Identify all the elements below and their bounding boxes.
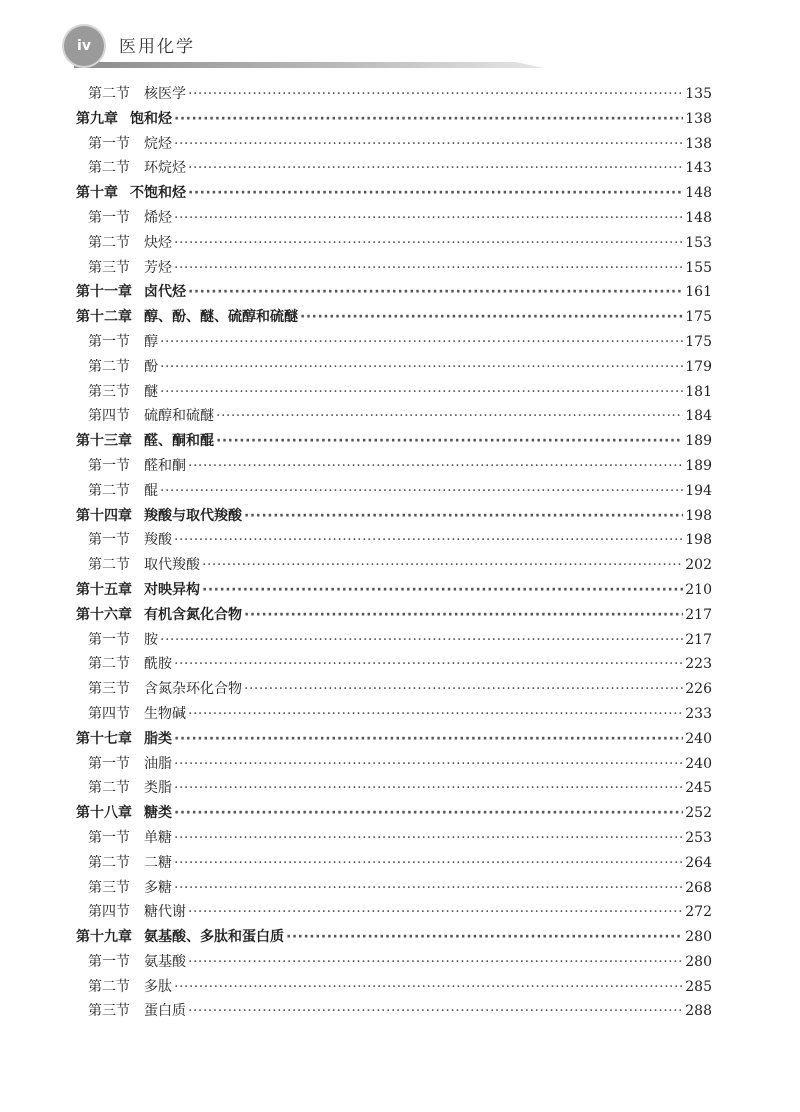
toc-entry-number: 第二节 <box>88 656 130 673</box>
header-rule <box>74 62 544 68</box>
toc-entry-title: 卤代烃 <box>144 284 186 301</box>
toc-entry-number: 第一节 <box>88 209 130 226</box>
toc-entry-page-number: 175 <box>685 333 712 350</box>
toc-entry-title: 油脂 <box>144 755 172 772</box>
toc-chapter-entry[interactable] <box>76 925 712 950</box>
dot-leader <box>244 677 683 702</box>
toc-entry-title: 二糖 <box>144 854 172 871</box>
toc-section-entry[interactable] <box>76 156 712 181</box>
toc-entry-title: 有机含氮化合物 <box>144 606 242 623</box>
toc-entry-page-number: 189 <box>685 457 712 474</box>
toc-entry-number: 第四节 <box>88 705 130 722</box>
toc-entry-title: 醚 <box>144 383 158 400</box>
toc-section-entry[interactable] <box>76 752 712 777</box>
toc-section-entry[interactable] <box>76 652 712 677</box>
toc-section-entry[interactable] <box>76 702 712 727</box>
page-header <box>64 26 544 70</box>
toc-entry-page-number: 288 <box>685 1003 712 1020</box>
toc-entry-number: 第一节 <box>88 135 130 152</box>
toc-entry-number: 第十七章 <box>76 730 132 747</box>
toc-entry-number: 第一节 <box>88 953 130 970</box>
dot-leader <box>160 628 683 653</box>
toc-section-entry[interactable] <box>76 776 712 801</box>
toc-entry-title: 醛和酮 <box>144 457 186 474</box>
toc-entry-page-number: 252 <box>685 805 712 822</box>
toc-entry-title: 脂类 <box>144 730 172 747</box>
dot-leader <box>202 578 683 603</box>
dot-leader <box>174 652 683 677</box>
toc-section-entry[interactable] <box>76 553 712 578</box>
toc-entry-page-number: 181 <box>685 383 712 400</box>
toc-section-entry[interactable] <box>76 999 712 1024</box>
dot-leader <box>216 429 683 454</box>
toc-entry-title: 芳烃 <box>144 259 172 276</box>
toc-section-entry[interactable] <box>76 950 712 975</box>
toc-section-entry[interactable] <box>76 528 712 553</box>
toc-chapter-entry[interactable] <box>76 107 712 132</box>
toc-entry-number: 第二节 <box>88 234 130 251</box>
toc-chapter-entry[interactable] <box>76 181 712 206</box>
toc-section-entry[interactable] <box>76 454 712 479</box>
dot-leader <box>174 231 683 256</box>
toc-entry-page-number: 143 <box>685 160 712 177</box>
toc-entry-number: 第四节 <box>88 904 130 921</box>
toc-chapter-entry[interactable] <box>76 280 712 305</box>
dot-leader <box>174 206 683 231</box>
toc-entry-page-number: 148 <box>685 209 712 226</box>
dot-leader <box>160 479 683 504</box>
dot-leader <box>244 504 683 529</box>
toc-entry-title: 醇、酚、醚、硫醇和硫醚 <box>144 309 298 326</box>
dot-leader <box>188 950 683 975</box>
toc-entry-number: 第二节 <box>88 160 130 177</box>
dot-leader <box>160 330 683 355</box>
toc-section-entry[interactable] <box>76 975 712 1000</box>
toc-entry-number: 第十一章 <box>76 284 132 301</box>
toc-entry-number: 第一节 <box>88 755 130 772</box>
dot-leader <box>202 553 683 578</box>
dot-leader <box>188 82 683 107</box>
toc-entry-page-number: 280 <box>685 953 712 970</box>
toc-entry-title: 蛋白质 <box>144 1003 186 1020</box>
dot-leader <box>174 826 683 851</box>
toc-entry-title: 烯烃 <box>144 209 172 226</box>
toc-entry-page-number: 198 <box>685 507 712 524</box>
toc-entry-number: 第十章 <box>76 185 118 202</box>
toc-section-entry[interactable] <box>76 82 712 107</box>
toc-section-entry[interactable] <box>76 380 712 405</box>
dot-leader <box>188 454 683 479</box>
toc-entry-number: 第三节 <box>88 681 130 698</box>
dot-leader <box>174 975 683 1000</box>
toc-entry-number: 第三节 <box>88 259 130 276</box>
toc-section-entry[interactable] <box>76 479 712 504</box>
dot-leader <box>174 528 683 553</box>
toc-section-entry[interactable] <box>76 355 712 380</box>
dot-leader <box>188 280 683 305</box>
table-of-contents <box>76 82 712 1024</box>
dot-leader <box>188 702 683 727</box>
dot-leader <box>188 156 683 181</box>
toc-section-entry[interactable] <box>76 404 712 429</box>
toc-entry-page-number: 184 <box>685 408 712 425</box>
dot-leader <box>160 355 683 380</box>
toc-entry-number: 第九章 <box>76 110 118 127</box>
toc-entry-page-number: 161 <box>685 284 712 301</box>
toc-entry-title: 取代羧酸 <box>144 557 200 574</box>
toc-entry-page-number: 223 <box>685 656 712 673</box>
toc-entry-number: 第一节 <box>88 631 130 648</box>
toc-entry-page-number: 217 <box>685 606 712 623</box>
toc-entry-page-number: 198 <box>685 532 712 549</box>
toc-entry-page-number: 217 <box>685 631 712 648</box>
toc-entry-number: 第四节 <box>88 408 130 425</box>
toc-entry-title: 醛、酮和醌 <box>144 433 214 450</box>
dot-leader <box>174 132 683 157</box>
toc-entry-page-number: 268 <box>685 879 712 896</box>
toc-entry-number: 第十八章 <box>76 805 132 822</box>
toc-entry-page-number: 253 <box>685 829 712 846</box>
dot-leader <box>216 404 683 429</box>
dot-leader <box>174 752 683 777</box>
toc-section-entry[interactable] <box>76 132 712 157</box>
dot-leader <box>174 256 683 281</box>
toc-chapter-entry[interactable] <box>76 603 712 628</box>
toc-section-entry[interactable] <box>76 628 712 653</box>
toc-entry-page-number: 138 <box>685 110 712 127</box>
toc-entry-number: 第二节 <box>88 978 130 995</box>
toc-entry-title: 炔烃 <box>144 234 172 251</box>
toc-entry-page-number: 264 <box>685 854 712 871</box>
toc-entry-page-number: 179 <box>685 358 712 375</box>
toc-entry-number: 第十五章 <box>76 581 132 598</box>
book-title: 医用化学 <box>119 37 195 57</box>
toc-entry-number: 第十四章 <box>76 507 132 524</box>
toc-entry-number: 第二节 <box>88 780 130 797</box>
toc-entry-page-number: 240 <box>685 730 712 747</box>
toc-entry-page-number: 285 <box>685 978 712 995</box>
toc-entry-title: 糖代谢 <box>144 904 186 921</box>
page-number-badge: iv <box>64 26 104 66</box>
dot-leader <box>174 801 683 826</box>
toc-entry-number: 第一节 <box>88 829 130 846</box>
toc-entry-number: 第二节 <box>88 86 130 102</box>
toc-entry-page-number: 272 <box>685 904 712 921</box>
toc-entry-title: 醇 <box>144 333 158 350</box>
toc-entry-page-number: 226 <box>685 681 712 698</box>
toc-entry-page-number: 233 <box>685 705 712 722</box>
dot-leader <box>174 876 683 901</box>
dot-leader <box>188 181 683 206</box>
toc-entry-page-number: 240 <box>685 755 712 772</box>
toc-section-entry[interactable] <box>76 900 712 925</box>
toc-entry-title: 多糖 <box>144 879 172 896</box>
dot-leader <box>160 380 683 405</box>
toc-entry-number: 第一节 <box>88 457 130 474</box>
toc-entry-number: 第一节 <box>88 333 130 350</box>
toc-entry-page-number: 175 <box>685 309 712 326</box>
toc-entry-title: 酰胺 <box>144 656 172 673</box>
toc-entry-page-number: 194 <box>685 482 712 499</box>
toc-section-entry[interactable] <box>76 206 712 231</box>
toc-entry-number: 第二节 <box>88 358 130 375</box>
toc-entry-title: 对映异构 <box>144 581 200 598</box>
dot-leader <box>286 925 683 950</box>
toc-entry-number: 第十六章 <box>76 606 132 623</box>
toc-entry-title: 生物碱 <box>144 705 186 722</box>
toc-chapter-entry[interactable] <box>76 504 712 529</box>
toc-entry-number: 第二节 <box>88 557 130 574</box>
toc-chapter-entry[interactable] <box>76 429 712 454</box>
toc-entry-title: 醌 <box>144 482 158 499</box>
toc-entry-title: 多肽 <box>144 978 172 995</box>
toc-entry-number: 第三节 <box>88 383 130 400</box>
toc-entry-page-number: 148 <box>685 185 712 202</box>
toc-entry-title: 烷烃 <box>144 135 172 152</box>
toc-entry-number: 第一节 <box>88 532 130 549</box>
toc-entry-page-number: 155 <box>685 259 712 276</box>
toc-chapter-entry[interactable] <box>76 727 712 752</box>
toc-entry-title: 羧酸与取代羧酸 <box>144 507 242 524</box>
toc-entry-page-number: 135 <box>685 86 712 102</box>
dot-leader <box>188 999 683 1024</box>
toc-section-entry[interactable] <box>76 851 712 876</box>
toc-entry-number: 第三节 <box>88 879 130 896</box>
toc-entry-title: 环烷烃 <box>144 160 186 177</box>
dot-leader <box>244 603 683 628</box>
toc-entry-page-number: 280 <box>685 929 712 946</box>
toc-chapter-entry[interactable] <box>76 305 712 330</box>
toc-entry-number: 第十三章 <box>76 433 132 450</box>
toc-chapter-entry[interactable] <box>76 578 712 603</box>
toc-entry-page-number: 210 <box>685 581 712 598</box>
toc-entry-page-number: 189 <box>685 433 712 450</box>
dot-leader <box>300 305 683 330</box>
toc-entry-title: 氨基酸、多肽和蛋白质 <box>144 929 284 946</box>
dot-leader <box>188 900 683 925</box>
toc-entry-page-number: 153 <box>685 234 712 251</box>
toc-entry-number: 第十九章 <box>76 929 132 946</box>
toc-entry-number: 第三节 <box>88 1003 130 1020</box>
toc-section-entry[interactable] <box>76 256 712 281</box>
toc-entry-title: 含氮杂环化合物 <box>144 681 242 698</box>
toc-entry-page-number: 202 <box>685 557 712 574</box>
toc-section-entry[interactable] <box>76 876 712 901</box>
toc-entry-number: 第二节 <box>88 854 130 871</box>
dot-leader <box>174 107 683 132</box>
toc-entry-title: 单糖 <box>144 829 172 846</box>
toc-entry-title: 不饱和烃 <box>130 185 186 202</box>
toc-section-entry[interactable] <box>76 231 712 256</box>
toc-entry-number: 第十二章 <box>76 309 132 326</box>
toc-entry-title: 硫醇和硫醚 <box>144 408 214 425</box>
toc-chapter-entry[interactable] <box>76 801 712 826</box>
toc-entry-title: 核医学 <box>144 86 186 102</box>
toc-entry-title: 胺 <box>144 631 158 648</box>
toc-entry-title: 糖类 <box>144 805 172 822</box>
toc-entry-page-number: 138 <box>685 135 712 152</box>
toc-entry-title: 类脂 <box>144 780 172 797</box>
toc-section-entry[interactable] <box>76 826 712 851</box>
toc-entry-number: 第二节 <box>88 482 130 499</box>
toc-section-entry[interactable] <box>76 677 712 702</box>
toc-entry-title: 饱和烃 <box>130 110 172 127</box>
dot-leader <box>174 851 683 876</box>
toc-entry-title: 羧酸 <box>144 532 172 549</box>
toc-entry-page-number: 245 <box>685 780 712 797</box>
toc-entry-title: 氨基酸 <box>144 953 186 970</box>
dot-leader <box>174 727 683 752</box>
dot-leader <box>174 776 683 801</box>
toc-entry-title: 酚 <box>144 358 158 375</box>
toc-section-entry[interactable] <box>76 330 712 355</box>
